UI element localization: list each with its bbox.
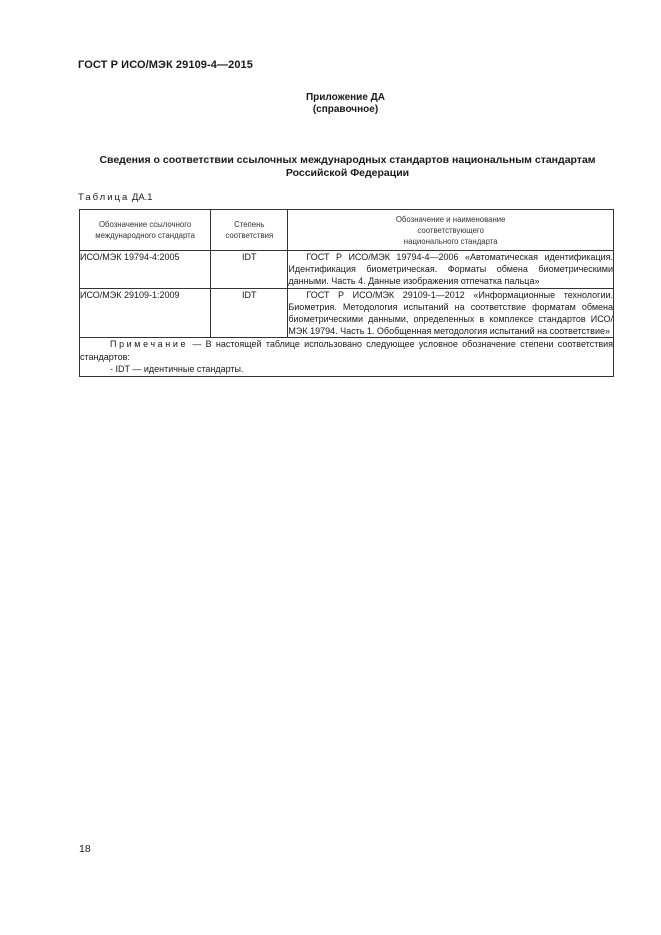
cell-intl-standard: ИСО/МЭК 29109-1:2009	[80, 288, 211, 338]
table-note	[80, 338, 614, 377]
note-label: Примечание	[110, 339, 189, 350]
table-caption-number: ДА.1	[131, 192, 153, 203]
table-caption	[78, 192, 153, 203]
correspondence-table	[79, 209, 614, 377]
section-title-line-2: Российской Федерации	[285, 167, 410, 179]
header-degree-line-1: Степень	[234, 220, 265, 229]
national-standard-text: ГОСТ Р ИСО/МЭК 29109-1—2012 «Информационные технологии. Биометрия. Методология испытаний на соответствие форматам обмена биометрическими данными, определенных в комплексе стандартов ИСО/МЭК 19794. Часть 1. Обобщенная методология испытаний на соответствие»	[288, 289, 613, 337]
header-national-standard-line-1: Обозначение и наименование	[395, 214, 506, 224]
section-title-line-1: Сведения о соответствии ссылочных международных стандартов национальным стандартам	[99, 154, 596, 166]
annex-subtitle: (справочное)	[312, 104, 379, 115]
national-standard-text: ГОСТ Р ИСО/МЭК 19794-4—2006 «Автоматическая идентификация. Идентификация биометрическая. Форматы обмена биометрическими данными. Часть 4. Данные изображения отпечатка пальца»	[288, 252, 613, 287]
header-intl-standard-line-2: международного стандарта	[95, 231, 195, 240]
cell-national-standard	[288, 251, 614, 289]
note-item: - IDT — идентичные стандарты.	[110, 364, 244, 375]
header-national-standard-line-3: национального стандарта	[403, 236, 498, 246]
cell-degree: IDT	[211, 251, 288, 289]
table-note-row	[80, 338, 614, 377]
header-national-standard-line-2: соответствующего	[417, 225, 484, 235]
table-caption-word: Таблица	[78, 192, 130, 203]
cell-national-standard	[288, 288, 614, 338]
header-national-standard	[288, 210, 614, 251]
cell-intl-standard: ИСО/МЭК 19794-4:2005	[80, 251, 211, 289]
header-intl-standard	[80, 210, 211, 251]
section-title	[80, 154, 615, 180]
standard-code-header: ГОСТ Р ИСО/МЭК 29109-4—2015	[78, 59, 253, 71]
note-text: — В настоящей таблице использовано следующее условное обозначение степени соответствия стандартов:	[80, 339, 613, 362]
annex-title-block	[0, 92, 661, 116]
table-header-row	[80, 210, 614, 251]
page-number: 18	[79, 843, 91, 855]
cell-degree: IDT	[211, 288, 288, 338]
header-degree	[211, 210, 288, 251]
table-row	[80, 251, 614, 289]
table-row	[80, 288, 614, 338]
header-intl-standard-line-1: Обозначение ссылочного	[98, 220, 192, 229]
note-paragraph	[80, 338, 613, 363]
annex-title: Приложение ДА	[305, 92, 386, 103]
header-degree-line-2: соответствия	[225, 231, 274, 240]
